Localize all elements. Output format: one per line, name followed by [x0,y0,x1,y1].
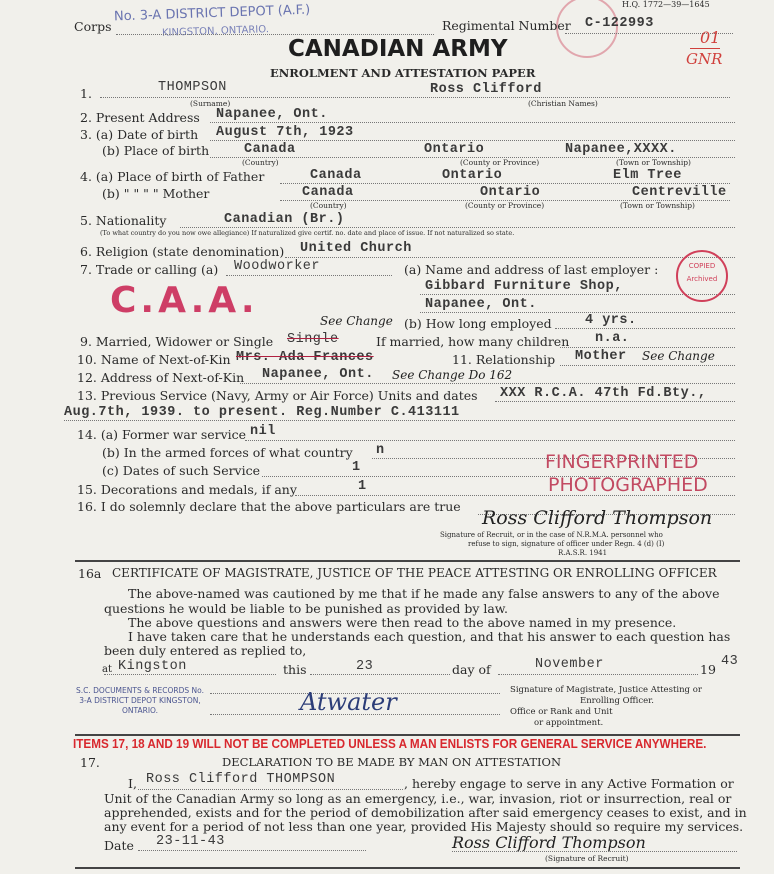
cert-paragraph-1b: questions he would be liable to be punished as provided by law. [104,601,508,616]
armed-forces-country: n [376,443,385,458]
relationship: Mother [575,349,627,364]
caption-country-2: (Country) [310,201,347,210]
q14b-label: (b) In the armed forces of what country [102,445,353,460]
declaration-date: 23-11-43 [156,834,225,849]
employer-name: Gibbard Furniture Shop, [425,279,623,294]
photographed-stamp: PHOTOGRAPHED [548,474,708,496]
copied-archived-stamp [676,250,728,302]
birth-country: Canada [244,142,296,157]
marital-status: Single [287,332,339,347]
employer-label: (a) Name and address of last employer : [404,262,659,277]
mother-province: Ontario [480,185,541,200]
q15-label: 15. Decorations and medals, if any [77,482,297,497]
employed-label: (b) How long employed [404,316,552,331]
annotation-bottom: GNR [686,50,723,68]
q4a-label: 4. (a) Place of birth of Father [80,169,265,184]
date-of-birth: August 7th, 1923 [216,125,354,140]
caption-province-2: (County or Province) [465,201,545,210]
regimental-number-label: Regimental Number [442,18,571,33]
employer-address: Napanee, Ont. [425,297,537,312]
father-province: Ontario [442,168,503,183]
q14a-label: 14. (a) Former war service [77,427,247,442]
corps-label: Corps [74,19,112,34]
caption-town-2: (Town or Township) [620,201,695,210]
christian-names: Ross Clifford [430,82,542,97]
father-country: Canada [310,168,362,183]
page-title: CANADIAN ARMY [288,36,508,62]
cert-paragraph-2: The above questions and answers were then read to the above named in my presence. [128,615,677,630]
regimental-number: C-122993 [585,16,654,31]
q2-label: 2. Present Address [80,110,200,125]
decl-line-2: Unit of the Canadian Army so long as an emergency, i.e., war, invasion, riot or insurrection, real or [104,791,732,806]
children-count: n.a. [595,331,630,346]
q12-label: 12. Address of Next-of-Kin [77,370,245,385]
q1-number: 1. [80,86,92,101]
q14c-label: (c) Dates of such Service [102,463,261,478]
next-of-kin-address: Napanee, Ont. [262,367,374,382]
q13-label: 13. Previous Service (Navy, Army or Air Force) Units and dates [77,388,478,403]
mother-country: Canada [302,185,354,200]
q6-label: 6. Religion (state denomination) [80,244,285,259]
trade: Woodworker [234,259,321,274]
nationality: Canadian (Br.) [224,212,345,227]
q16-label: 16. I do solemnly declare that the above particulars are true [77,499,461,514]
caption-christian-names: (Christian Names) [528,99,598,108]
date-label: Date [104,838,134,853]
handwritten-change-note-3: See Change Do 162 [392,368,513,382]
previous-service-dates: Aug.7th, 1939. to present. Reg.Number C.413111 [64,405,460,420]
former-war-service: nil [250,424,276,439]
cert-number: 16a [78,566,102,581]
declarant-name: Ross Clifford THOMPSON [146,772,336,787]
decl-line-1: , hereby engage to serve in any Active Formation or [404,776,734,791]
signature-caption-2: refuse to sign, signature of officer under Regn. 4 (d) (I) [468,540,665,548]
general-service-warning: ITEMS 17, 18 AND 19 WILL NOT BE COMPLETED UNLESS A MAN ENLISTS FOR GENERAL SERVICE ANYWHERE. [73,737,707,751]
q3a-label: 3. (a) Date of birth [80,127,199,142]
caption-country: (Country) [242,158,279,167]
children-label: If married, how many children [376,334,570,349]
birth-town: Napanee,XXXX. [565,142,677,157]
officer-sig-caption-2: Enrolling Officer. [580,696,654,706]
fingerprinted-stamp: FINGERPRINTED [545,451,699,473]
handwritten-change-note: See Change [320,314,393,328]
this-label: this [283,662,307,677]
hq-reference: H.Q. 1772—39—1645 [622,0,710,9]
q4b-label: (b) " " " " Mother [102,186,210,201]
year-prefix: 19 [700,662,716,677]
attestation-day: 23 [356,659,374,674]
attestation-year: 43 [721,654,739,669]
q7-label: 7. Trade or calling (a) [80,262,219,277]
officer-sig-caption-3: Office or Rank and Unit [510,707,613,717]
caption-town: (Town or Township) [616,158,691,167]
decl-heading: DECLARATION TO BE MADE BY MAN ON ATTESTATION [222,755,562,769]
declaration-signature: Ross Clifford Thompson [452,833,646,852]
nationality-caption: (To what country do you now owe allegiance) If naturalized give certif. no. date and place of issue. If not naturalized so state. [100,229,515,237]
cert-heading: CERTIFICATE OF MAGISTRATE, JUSTICE OF THE PEACE ATTESTING OR ENROLLING OFFICER [112,566,717,580]
at-label: at [102,664,112,675]
decl-line-3: apprehended, exists and for the period of demobilization after said emergency ceases to exist, and in [104,805,747,820]
officer-signature: Atwater [300,688,397,716]
declaration-sig-caption: (Signature of Recruit) [545,854,629,863]
decorations: 1 [358,479,367,494]
annotation-top: 01 [700,28,721,47]
caption-province: (County or Province) [460,158,540,167]
cert-paragraph-1a: The above-named was cautioned by me that if he made any false answers to any of the above [128,586,720,601]
q3b-label: (b) Place of birth [102,143,210,158]
signature-caption-1: Signature of Recruit, or in the case of N.R.M.A. personnel who [440,531,663,539]
caa-stamp: C.A.A. [110,280,259,321]
caption-surname: (Surname) [190,99,231,108]
i-label: I, [128,776,137,791]
depot-stamp: S.C. DOCUMENTS & RECORDS No. 3-A DISTRICT DEPOT KINGSTON, ONTARIO. [76,686,205,715]
q9-label: 9. Married, Widower or Single [80,334,274,349]
copied-stamp-text: COPIED [688,262,716,270]
day-of-label: day of [452,662,491,677]
attestation-place: Kingston [118,659,187,674]
decl-line-4: any event for a period of not less than one year, provided His Majesty should so require my services. [104,819,744,834]
archived-stamp-text: Archived [686,275,718,283]
handwritten-change-note-2: See Change [642,349,715,363]
next-of-kin-name: Mrs. Ada Frances [236,350,374,365]
birth-province: Ontario [424,142,485,157]
relationship-label: 11. Relationship [452,352,556,367]
officer-sig-caption-1: Signature of Magistrate, Justice Attesting or [510,685,702,695]
q5-label: 5. Nationality [80,213,167,228]
religion: United Church [300,241,412,256]
mother-town: Centreville [632,185,727,200]
employed-duration: 4 yrs. [585,313,637,328]
service-dates: 1 [352,460,361,475]
signature-caption-3: R.A.S.R. 1941 [558,549,608,557]
q10-label: 10. Name of Next-of-Kin [77,352,231,367]
attestation-month: November [535,657,604,672]
page-subtitle: ENROLMENT AND ATTESTATION PAPER [270,66,536,80]
decl-number: 17. [80,755,100,770]
corps-stamp-line1: No. 3-A DISTRICT DEPOT (A.F.) [113,2,311,25]
present-address: Napanee, Ont. [216,107,328,122]
corps-stamp-line2: KINGSTON, ONTARIO. [161,24,270,39]
cert-paragraph-3b: been duly entered as replied to, [104,643,307,658]
father-town: Elm Tree [613,168,682,183]
recruit-signature: Ross Clifford Thompson [482,507,713,529]
previous-service-units: XXX R.C.A. 47th Fd.Bty., [500,386,707,401]
surname: THOMPSON [158,80,227,95]
cert-paragraph-3a: I have taken care that he understands each question, and that his answer to each question has [128,629,731,644]
officer-sig-caption-4: or appointment. [534,718,604,728]
